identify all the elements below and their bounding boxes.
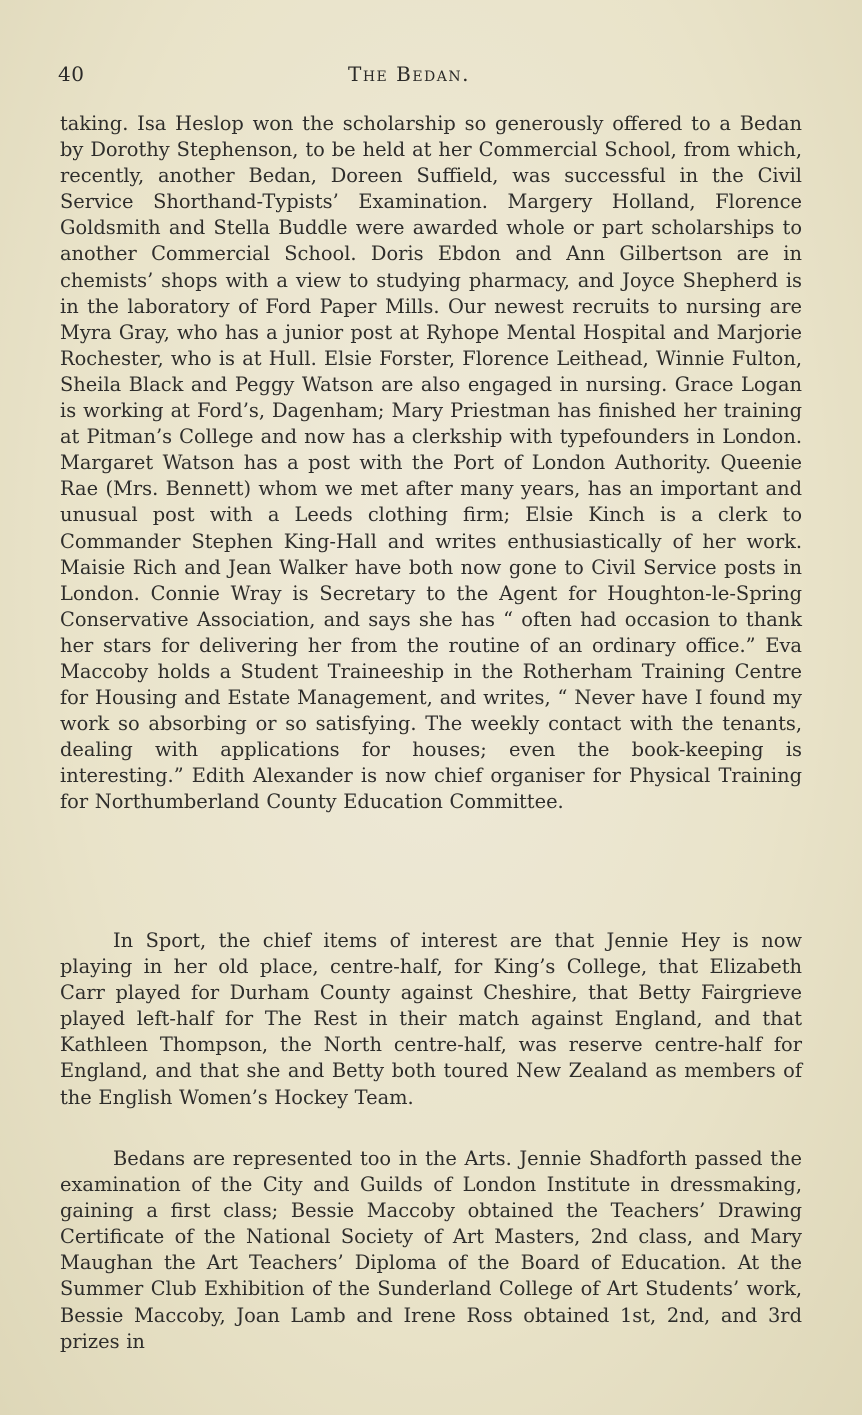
- paragraph-careers: taking. Isa Heslop won the scholarship so generously offered to a Bedan by Dorothy Stephenson, to be held at her Commercial School, from which, recently, another Bedan, Doreen Suffield, was successful in the Civil Service Shorthand-Typists’ Examination. Margery Holland, Florence Goldsmith and Stella Buddle were awarded whole or part scholarships to another Commercial School. Doris Ebdon and Ann Gilbertson are in chemists’ shops with a view to studying pharmacy, and Joyce Shepherd is in the laboratory of Ford Paper Mills. Our newest recruits to nursing are Myra Gray, who has a junior post at Ryhope Mental Hospital and Marjorie Rochester, who is at Hull. Elsie Forster, Florence Leithead, Winnie Fulton, Sheila Black and Peggy Watson are also engaged in nursing. Grace Logan is working at Ford’s, Dagenham; Mary Priestman has finished her training at Pitman’s College and now has a clerkship with typefounders in London. Margaret Watson has a post with the Port of London Authority. Queenie Rae (Mrs. Bennett) whom we met after many years, has an important and unusual post with a Leeds clothing firm; Elsie Kinch is a clerk to Commander Stephen King-Hall and writes enthusiastically of her work. Maisie Rich and Jean Walker have both now gone to Civil Service posts in London. Connie Wray is Secretary to the Agent for Houghton-le-Spring Conservative Association, and says she has “ often had occasion to thank her stars for delivering her from the routine of an ordinary office.” Eva Maccoby holds a Student Traineeship in the Rotherham Training Centre for Housing and Estate Management, and writes, “ Never have I found my work so absorbing or so satisfying. The weekly contact with the tenants, dealing with applications for houses; even the book-keeping is interesting.” Edith Alexander is now chief organiser for Physical Training for Northumberland County Education Committee.: [60, 112, 802, 814]
- paragraph-sport: In Sport, the chief items of interest are that Jennie Hey is now playing in her old place, centre-half, for King’s College, that Elizabeth Carr played for Durham County against Cheshire, that Betty Fairgrieve played left-half for The Rest in their match against England, and that Kathleen Thompson, the North centre-half, was reserve centre-half for England, and that she and Betty both toured New Zealand as members of the English Women’s Hockey Team.: [60, 929, 802, 1109]
- paragraph-arts: Bedans are represented too in the Arts. Jennie Shadforth passed the examination of the City and Guilds of London Institute in dressmaking, gaining a first class; Bessie Maccoby obtained the Teachers’ Drawing Certificate of the National Society of Art Masters, 2nd class, and Mary Maughan the Art Teachers’ Diploma of the Board of Education. At the Summer Club Exhibition of the Sunderland College of Art Students’ work, Bessie Maccoby, Joan Lamb and Irene Ross obtained 1st, 2nd, and 3rd prizes in: [60, 1147, 802, 1353]
- page-number: 40: [58, 62, 85, 86]
- page-header: [58, 62, 802, 92]
- running-title: The Bedan.: [348, 62, 470, 86]
